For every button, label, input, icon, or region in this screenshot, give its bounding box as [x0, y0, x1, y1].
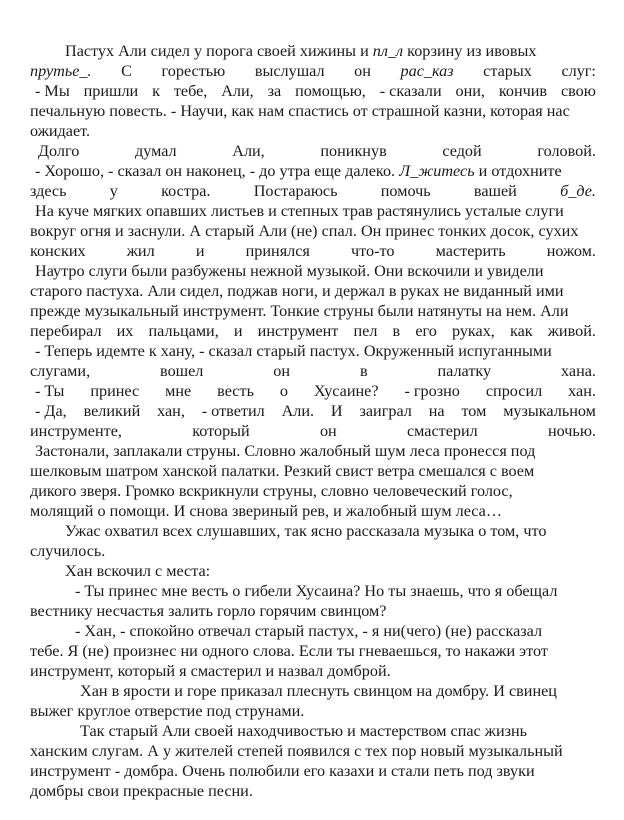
- word: - Да,: [35, 402, 67, 420]
- word: пел: [353, 322, 378, 340]
- text-line: домбры свои прекрасные песни.: [30, 782, 253, 800]
- word: вошел: [160, 362, 204, 380]
- text-line: - Теперь идемте к хану, - сказал старый пастух. Окруженный испуганными: [35, 342, 552, 360]
- text-line: [38, 142, 596, 162]
- word: перебирал: [30, 322, 102, 340]
- text-line: Наутро слуги были разбужены нежной музыкой. Они вскочили и увидели: [35, 262, 544, 280]
- text-line: инструмент, который я смастерил и назвал домброй.: [30, 662, 391, 680]
- word: хан,: [157, 402, 185, 420]
- word: слугами,: [30, 362, 91, 380]
- word: Али,: [232, 142, 265, 160]
- text-line: дикого зверя. Громко вскрикнули струны, словно человеческий голос,: [30, 482, 513, 500]
- word: головой.: [537, 142, 596, 160]
- text-line: вестнику несчастья залить горло горячим свинцом?: [30, 602, 387, 620]
- word: хан.: [568, 382, 596, 400]
- word: он: [354, 62, 371, 80]
- word: в: [392, 322, 401, 340]
- word: - ответил: [201, 402, 265, 420]
- word: за: [267, 82, 282, 100]
- word: и: [195, 242, 205, 260]
- text-line: тебе. Я (не) произнес ни одного слова. Если ты гневаешься, то накажи этот: [30, 642, 548, 660]
- word: прутье_.: [30, 62, 92, 80]
- word: свою: [560, 82, 596, 100]
- text-line: [30, 62, 596, 82]
- text-line: шелковым шатром ханской палатки. Резкий свист ветра смешался с воем: [30, 462, 535, 480]
- word: выслушал: [254, 62, 325, 80]
- word: - грозно: [404, 382, 460, 400]
- word: Али.: [281, 402, 315, 420]
- word: инструмент: [257, 322, 339, 340]
- text-line: [30, 182, 596, 202]
- word: как: [509, 322, 533, 340]
- text-line: вокруг огня и заснули. А старый Али (не) спал. Он принес тонких досок, сухих: [30, 222, 579, 240]
- word: пришли: [83, 82, 139, 100]
- word: Долго: [38, 142, 80, 160]
- word: на: [428, 402, 445, 420]
- text-line: [30, 322, 596, 342]
- word: ножом.: [546, 242, 596, 260]
- word: его: [415, 322, 437, 340]
- word: старых: [483, 62, 532, 80]
- word: жил: [126, 242, 155, 260]
- text-line: ожидает.: [30, 122, 91, 140]
- word: о: [279, 382, 288, 400]
- word: здесь: [30, 182, 67, 200]
- word: великий: [83, 402, 141, 420]
- word: конских: [30, 242, 86, 260]
- word: мастерить: [435, 242, 506, 260]
- word: в: [359, 362, 368, 380]
- word: Хусаине?: [313, 382, 379, 400]
- text-line: - Хорошо, - сказал он наконец, - до утра еще далеко. Л_житесь и отдохните: [35, 162, 562, 180]
- word: хана.: [561, 362, 596, 380]
- text-line: Хан вскочил с места:: [65, 562, 211, 580]
- word: палатку: [437, 362, 492, 380]
- word: их: [116, 322, 134, 340]
- text-line: инструмент - домбра. Очень полюбили его казахи и стали петь под звуки: [30, 762, 535, 780]
- word: кончив: [498, 82, 548, 100]
- word: весть: [217, 382, 254, 400]
- text-line: Хан в ярости и горе приказал плеснуть свинцом на домбру. И свинец: [80, 682, 557, 700]
- word: И: [330, 402, 343, 420]
- word: и: [233, 322, 243, 340]
- word: спросил: [485, 382, 543, 400]
- text-line: молящий о помощи. И снова звериный рев, и жалобный шум леса…: [30, 502, 503, 520]
- word: - Ты: [35, 382, 65, 400]
- word: Постараюсь: [253, 182, 338, 200]
- word: музыкальном: [503, 402, 596, 420]
- text-line: Так старый Али своей находчивостью и мастерством спас жизнь: [80, 722, 528, 740]
- word: - сказали: [379, 82, 442, 100]
- text-line: Ужас охватил всех слушавших, так ясно рассказала музыка о том, что: [65, 522, 547, 540]
- text-line: - Хан, - спокойно отвечал старый пастух, - я ни(чего) (не) рассказал: [75, 622, 543, 640]
- word: костра.: [161, 182, 211, 200]
- text-line: печальную повесть. - Научи, как нам спастись от страшной казни, которая нас: [30, 102, 570, 120]
- word: который: [192, 422, 250, 440]
- word: мне: [165, 382, 192, 400]
- word: том: [461, 402, 487, 420]
- text-line: прежде музыкальный инструмент. Тонкие струны были натянуты на нем. Али: [30, 302, 569, 320]
- word: горестью: [161, 62, 226, 80]
- text-line: Застонали, заплакали струны. Словно жалобный шум леса пронесся под: [35, 442, 536, 460]
- text-line: случилось.: [30, 542, 106, 560]
- word: ночью.: [547, 422, 596, 440]
- word: к: [152, 82, 160, 100]
- word: думал: [134, 142, 177, 160]
- word: принес: [90, 382, 140, 400]
- text-line: ханским слугам. А у жителей степей появился с тех пор новый музыкальный: [30, 742, 563, 760]
- word: вашей: [473, 182, 517, 200]
- text-line: Пастух Али сидел у порога своей хижины и пл_л корзину из ивовых: [65, 42, 537, 60]
- word: слуг:: [561, 62, 596, 80]
- blank-word: пл_л: [372, 42, 404, 60]
- word: живой.: [547, 322, 596, 340]
- word: руках,: [451, 322, 495, 340]
- word: он: [319, 422, 337, 440]
- word: С: [121, 62, 132, 80]
- word: тебе,: [173, 82, 208, 100]
- word: смастерил: [406, 422, 478, 440]
- word: Али,: [221, 82, 254, 100]
- text-line: [30, 242, 596, 262]
- text-line: На куче мягких опавших листьев и степных трав растянулись усталые слуги: [35, 202, 564, 220]
- word: помочь: [380, 182, 431, 200]
- word: у: [109, 182, 118, 200]
- text-line: выжег круглое отверстие под струнами.: [30, 702, 305, 720]
- text-line: старого пастуха. Али сидел, поджав ноги, и держал в руках не виданный ими: [30, 282, 564, 300]
- word: поникнув: [320, 142, 387, 160]
- blank-word: Л_житесь: [399, 162, 475, 180]
- text-line: - Ты принес мне весть о гибели Хусаина? Но ты знаешь, что я обещал: [75, 582, 558, 600]
- word: они,: [455, 82, 485, 100]
- word: б_де.: [560, 182, 596, 200]
- word: пальцами,: [148, 322, 219, 340]
- word: рас_каз: [400, 62, 454, 80]
- text-line: [35, 382, 596, 402]
- word: помощью,: [295, 82, 366, 100]
- word: седой: [442, 142, 482, 160]
- word: что-то: [351, 242, 395, 260]
- word: принялся: [245, 242, 310, 260]
- text-line: [35, 82, 596, 102]
- word: заиграл: [359, 402, 412, 420]
- word: - Мы: [35, 82, 70, 100]
- text-line: [35, 402, 596, 422]
- word: инструменте,: [30, 422, 122, 440]
- text-line: [30, 422, 596, 442]
- word: он: [273, 362, 291, 380]
- text-line: [30, 362, 596, 382]
